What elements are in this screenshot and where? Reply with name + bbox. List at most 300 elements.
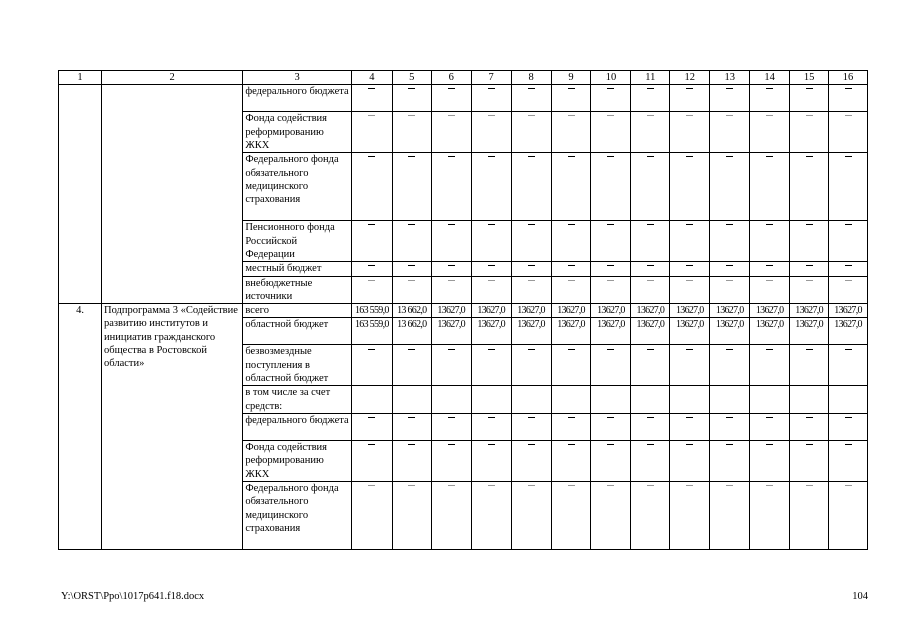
dash-mark [845, 417, 852, 418]
value-cell [471, 441, 511, 482]
value-cell [829, 441, 868, 482]
value-cell: 13627,0 [431, 318, 471, 345]
value-cell: 13627,0 [829, 304, 868, 318]
value-cell [431, 276, 471, 304]
value-cell [431, 482, 471, 550]
value-cell: 13627,0 [790, 304, 829, 318]
value-cell [392, 153, 431, 221]
dash-mark [845, 280, 852, 281]
dash-mark [766, 224, 773, 225]
value-cell [551, 112, 591, 153]
dash-mark [408, 88, 415, 89]
value-cell [392, 482, 431, 550]
dash-mark [568, 88, 575, 89]
dash-mark [408, 265, 415, 266]
dash-mark [686, 444, 693, 445]
value-cell [551, 441, 591, 482]
dash-mark [568, 224, 575, 225]
dash-mark [686, 485, 693, 486]
dash-mark [766, 417, 773, 418]
dash-mark [806, 265, 813, 266]
dash-mark [568, 485, 575, 486]
value-cell: 13627,0 [670, 318, 710, 345]
value-cell [511, 276, 551, 304]
dash-mark [647, 349, 654, 350]
dash-mark [528, 417, 535, 418]
value-cell [670, 276, 710, 304]
value-cell: 13627,0 [591, 318, 631, 345]
col-header: 13 [710, 71, 750, 85]
dash-mark [488, 280, 495, 281]
dash-mark [845, 88, 852, 89]
value-cell [750, 441, 790, 482]
dash-mark [647, 485, 654, 486]
dash-mark [368, 417, 375, 418]
value-cell [471, 153, 511, 221]
value-cell [750, 345, 790, 386]
value-cell: 13 662,0 [392, 318, 431, 345]
value-cell [631, 345, 670, 386]
value-cell [631, 482, 670, 550]
value-cell [392, 345, 431, 386]
value-cell [351, 482, 392, 550]
dash-mark [806, 444, 813, 445]
value-cell [829, 345, 868, 386]
dash-mark [726, 265, 733, 266]
value-cell [750, 153, 790, 221]
source-label-cell: Фонда содействия реформированию ЖКХ [243, 112, 352, 153]
dash-mark [726, 444, 733, 445]
value-cell [710, 414, 750, 441]
source-label-cell: федерального бюджета [243, 414, 352, 441]
dash-mark [726, 224, 733, 225]
dash-mark [726, 349, 733, 350]
value-cell [431, 153, 471, 221]
value-cell: 13627,0 [631, 318, 670, 345]
value-cell [670, 414, 710, 441]
value-cell [551, 262, 591, 276]
value-cell [431, 386, 471, 414]
dash-mark [845, 265, 852, 266]
dash-mark [845, 485, 852, 486]
col-header: 1 [59, 71, 102, 85]
value-cell [511, 112, 551, 153]
dash-mark [448, 485, 455, 486]
dash-mark [368, 88, 375, 89]
value-cell [551, 386, 591, 414]
value-cell: 13627,0 [471, 304, 511, 318]
value-cell [471, 345, 511, 386]
value-cell [431, 262, 471, 276]
dash-mark [528, 156, 535, 157]
dash-mark [528, 485, 535, 486]
dash-mark [806, 417, 813, 418]
dash-mark [488, 444, 495, 445]
value-cell [670, 345, 710, 386]
dash-mark [766, 156, 773, 157]
dash-mark [408, 280, 415, 281]
file-path: Y:\ORST\Ppo\1017p641.f18.docx [61, 591, 205, 602]
row-number-cell [59, 85, 102, 304]
value-cell: 13627,0 [511, 304, 551, 318]
dash-mark [368, 349, 375, 350]
value-cell [392, 386, 431, 414]
page-number: 104 [852, 591, 868, 602]
value-cell [351, 221, 392, 262]
col-header: 2 [102, 71, 243, 85]
value-cell [710, 482, 750, 550]
value-cell: 13627,0 [471, 318, 511, 345]
value-cell [471, 414, 511, 441]
value-cell [591, 482, 631, 550]
value-cell [392, 112, 431, 153]
value-cell [551, 153, 591, 221]
value-cell [471, 221, 511, 262]
value-cell [511, 482, 551, 550]
value-cell: 13627,0 [670, 304, 710, 318]
dash-mark [686, 349, 693, 350]
dash-mark [448, 349, 455, 350]
dash-mark [686, 88, 693, 89]
dash-mark [806, 115, 813, 116]
col-header: 12 [670, 71, 710, 85]
value-cell: 13627,0 [551, 304, 591, 318]
value-cell [829, 482, 868, 550]
table-row [59, 304, 868, 318]
value-cell [790, 153, 829, 221]
value-cell [790, 112, 829, 153]
dash-mark [647, 115, 654, 116]
dash-mark [368, 156, 375, 157]
dash-mark [845, 156, 852, 157]
value-cell [511, 221, 551, 262]
dash-mark [845, 224, 852, 225]
dash-mark [368, 444, 375, 445]
value-cell [392, 276, 431, 304]
dash-mark [568, 349, 575, 350]
value-cell [790, 276, 829, 304]
value-cell [471, 482, 511, 550]
source-label-cell: Фонда содействия реформированию ЖКХ [243, 441, 352, 482]
value-cell [710, 262, 750, 276]
dash-mark [766, 88, 773, 89]
dash-mark [408, 224, 415, 225]
value-cell [631, 441, 670, 482]
value-cell [471, 386, 511, 414]
dash-mark [528, 280, 535, 281]
value-cell [790, 414, 829, 441]
value-cell [511, 153, 551, 221]
dash-mark [766, 280, 773, 281]
value-cell [431, 345, 471, 386]
source-label-cell: Федерального фонда обязательного медицинского страхования [243, 482, 352, 550]
table-row [59, 85, 868, 112]
dash-mark [766, 485, 773, 486]
col-header: 3 [243, 71, 352, 85]
dash-mark [607, 115, 614, 116]
value-cell [511, 345, 551, 386]
dash-mark [408, 156, 415, 157]
dash-mark [408, 485, 415, 486]
dash-mark [488, 485, 495, 486]
value-cell [710, 345, 750, 386]
dash-mark [686, 224, 693, 225]
value-cell [829, 153, 868, 221]
col-header: 10 [591, 71, 631, 85]
value-cell [591, 153, 631, 221]
value-cell [790, 345, 829, 386]
dash-mark [647, 156, 654, 157]
dash-mark [448, 280, 455, 281]
dash-mark [726, 280, 733, 281]
source-label-cell: местный бюджет [243, 262, 352, 276]
dash-mark [448, 265, 455, 266]
value-cell [471, 85, 511, 112]
dash-mark [488, 349, 495, 350]
dash-mark [528, 224, 535, 225]
dash-mark [686, 115, 693, 116]
value-cell [750, 85, 790, 112]
value-cell [670, 262, 710, 276]
source-label-cell: внебюджетные источники [243, 276, 352, 304]
value-cell [631, 153, 670, 221]
value-cell [591, 386, 631, 414]
value-cell [670, 386, 710, 414]
value-cell: 13 662,0 [392, 304, 431, 318]
value-cell: 13627,0 [551, 318, 591, 345]
dash-mark [607, 417, 614, 418]
source-label-cell: безвозмездные поступления в областной бюджет [243, 345, 352, 386]
column-number-row [59, 71, 868, 85]
value-cell [829, 414, 868, 441]
dash-mark [806, 224, 813, 225]
value-cell [351, 345, 392, 386]
col-header: 15 [790, 71, 829, 85]
dash-mark [806, 485, 813, 486]
budget-table [58, 70, 868, 550]
value-cell [750, 262, 790, 276]
dash-mark [488, 265, 495, 266]
value-cell: 13627,0 [710, 318, 750, 345]
dash-mark [806, 349, 813, 350]
value-cell [471, 112, 511, 153]
value-cell [551, 276, 591, 304]
dash-mark [408, 444, 415, 445]
dash-mark [488, 115, 495, 116]
col-header: 4 [351, 71, 392, 85]
dash-mark [448, 88, 455, 89]
value-cell [710, 153, 750, 221]
dash-mark [528, 115, 535, 116]
dash-mark [766, 444, 773, 445]
col-header: 6 [431, 71, 471, 85]
dash-mark [488, 224, 495, 225]
value-cell: 163 559,0 [351, 304, 392, 318]
value-cell [511, 414, 551, 441]
value-cell [790, 221, 829, 262]
col-header: 9 [551, 71, 591, 85]
value-cell [591, 345, 631, 386]
dash-mark [647, 280, 654, 281]
col-header: 7 [471, 71, 511, 85]
value-cell [670, 441, 710, 482]
value-cell: 13627,0 [829, 318, 868, 345]
dash-mark [528, 88, 535, 89]
value-cell [591, 262, 631, 276]
dash-mark [845, 444, 852, 445]
value-cell [591, 85, 631, 112]
source-label-cell: федерального бюджета [243, 85, 352, 112]
value-cell [351, 112, 392, 153]
dash-mark [607, 224, 614, 225]
value-cell [750, 482, 790, 550]
value-cell [750, 414, 790, 441]
dash-mark [686, 417, 693, 418]
value-cell: 13627,0 [710, 304, 750, 318]
value-cell [431, 414, 471, 441]
dash-mark [488, 156, 495, 157]
col-header: 5 [392, 71, 431, 85]
value-cell [392, 262, 431, 276]
value-cell [591, 112, 631, 153]
dash-mark [607, 444, 614, 445]
dash-mark [607, 485, 614, 486]
value-cell [829, 112, 868, 153]
value-cell [351, 262, 392, 276]
dash-mark [448, 156, 455, 157]
row-number-cell: 4. [59, 304, 102, 550]
value-cell [392, 221, 431, 262]
source-label-cell: Федерального фонда обязательного медицинского страхования [243, 153, 352, 221]
value-cell [710, 221, 750, 262]
value-cell [710, 386, 750, 414]
source-label-cell: областной бюджет [243, 318, 352, 345]
dash-mark [448, 417, 455, 418]
value-cell [829, 85, 868, 112]
value-cell [790, 85, 829, 112]
value-cell [551, 414, 591, 441]
dash-mark [647, 265, 654, 266]
value-cell [710, 441, 750, 482]
value-cell [710, 85, 750, 112]
dash-mark [766, 115, 773, 116]
dash-mark [686, 156, 693, 157]
value-cell [551, 345, 591, 386]
dash-mark [368, 224, 375, 225]
value-cell [351, 414, 392, 441]
dash-mark [568, 280, 575, 281]
source-label-cell: всего [243, 304, 352, 318]
dash-mark [488, 417, 495, 418]
dash-mark [647, 224, 654, 225]
value-cell [431, 85, 471, 112]
value-cell [750, 112, 790, 153]
dash-mark [806, 88, 813, 89]
dash-mark [647, 417, 654, 418]
dash-mark [368, 485, 375, 486]
value-cell [511, 441, 551, 482]
value-cell [551, 482, 591, 550]
value-cell [710, 276, 750, 304]
value-cell [511, 262, 551, 276]
value-cell: 13627,0 [431, 304, 471, 318]
dash-mark [448, 444, 455, 445]
value-cell [670, 112, 710, 153]
program-name-cell: Подпрограмма 3 «Содействие развитию институтов и инициатив гражданского общества в Ростовской области» [102, 304, 243, 550]
value-cell [790, 386, 829, 414]
dash-mark [568, 417, 575, 418]
value-cell [750, 386, 790, 414]
value-cell: 13627,0 [790, 318, 829, 345]
dash-mark [408, 349, 415, 350]
value-cell [431, 112, 471, 153]
value-cell [631, 386, 670, 414]
value-cell [551, 85, 591, 112]
dash-mark [726, 156, 733, 157]
dash-mark [488, 88, 495, 89]
dash-mark [686, 280, 693, 281]
col-header: 16 [829, 71, 868, 85]
source-label-cell: Пенсионного фонда Российской Федерации [243, 221, 352, 262]
dash-mark [726, 88, 733, 89]
dash-mark [568, 156, 575, 157]
value-cell [591, 276, 631, 304]
value-cell [670, 85, 710, 112]
dash-mark [568, 115, 575, 116]
dash-mark [528, 265, 535, 266]
value-cell [591, 414, 631, 441]
value-cell: 13627,0 [631, 304, 670, 318]
value-cell [790, 482, 829, 550]
value-cell [631, 262, 670, 276]
value-cell [511, 85, 551, 112]
dash-mark [845, 115, 852, 116]
dash-mark [568, 444, 575, 445]
dash-mark [607, 265, 614, 266]
value-cell [351, 85, 392, 112]
value-cell: 13627,0 [750, 318, 790, 345]
dash-mark [607, 156, 614, 157]
value-cell: 13627,0 [511, 318, 551, 345]
dash-mark [686, 265, 693, 266]
value-cell [790, 262, 829, 276]
col-header: 14 [750, 71, 790, 85]
value-cell [471, 276, 511, 304]
value-cell [631, 85, 670, 112]
dash-mark [568, 265, 575, 266]
value-cell [551, 221, 591, 262]
value-cell [710, 112, 750, 153]
dash-mark [647, 444, 654, 445]
value-cell [351, 153, 392, 221]
value-cell [591, 221, 631, 262]
dash-mark [368, 280, 375, 281]
dash-mark [408, 417, 415, 418]
dash-mark [726, 115, 733, 116]
dash-mark [726, 485, 733, 486]
value-cell [750, 221, 790, 262]
value-cell [392, 441, 431, 482]
dash-mark [607, 280, 614, 281]
value-cell: 13627,0 [750, 304, 790, 318]
value-cell: 163 559,0 [351, 318, 392, 345]
dash-mark [368, 115, 375, 116]
value-cell [431, 441, 471, 482]
dash-mark [607, 349, 614, 350]
value-cell [670, 482, 710, 550]
dash-mark [726, 417, 733, 418]
value-cell [471, 262, 511, 276]
